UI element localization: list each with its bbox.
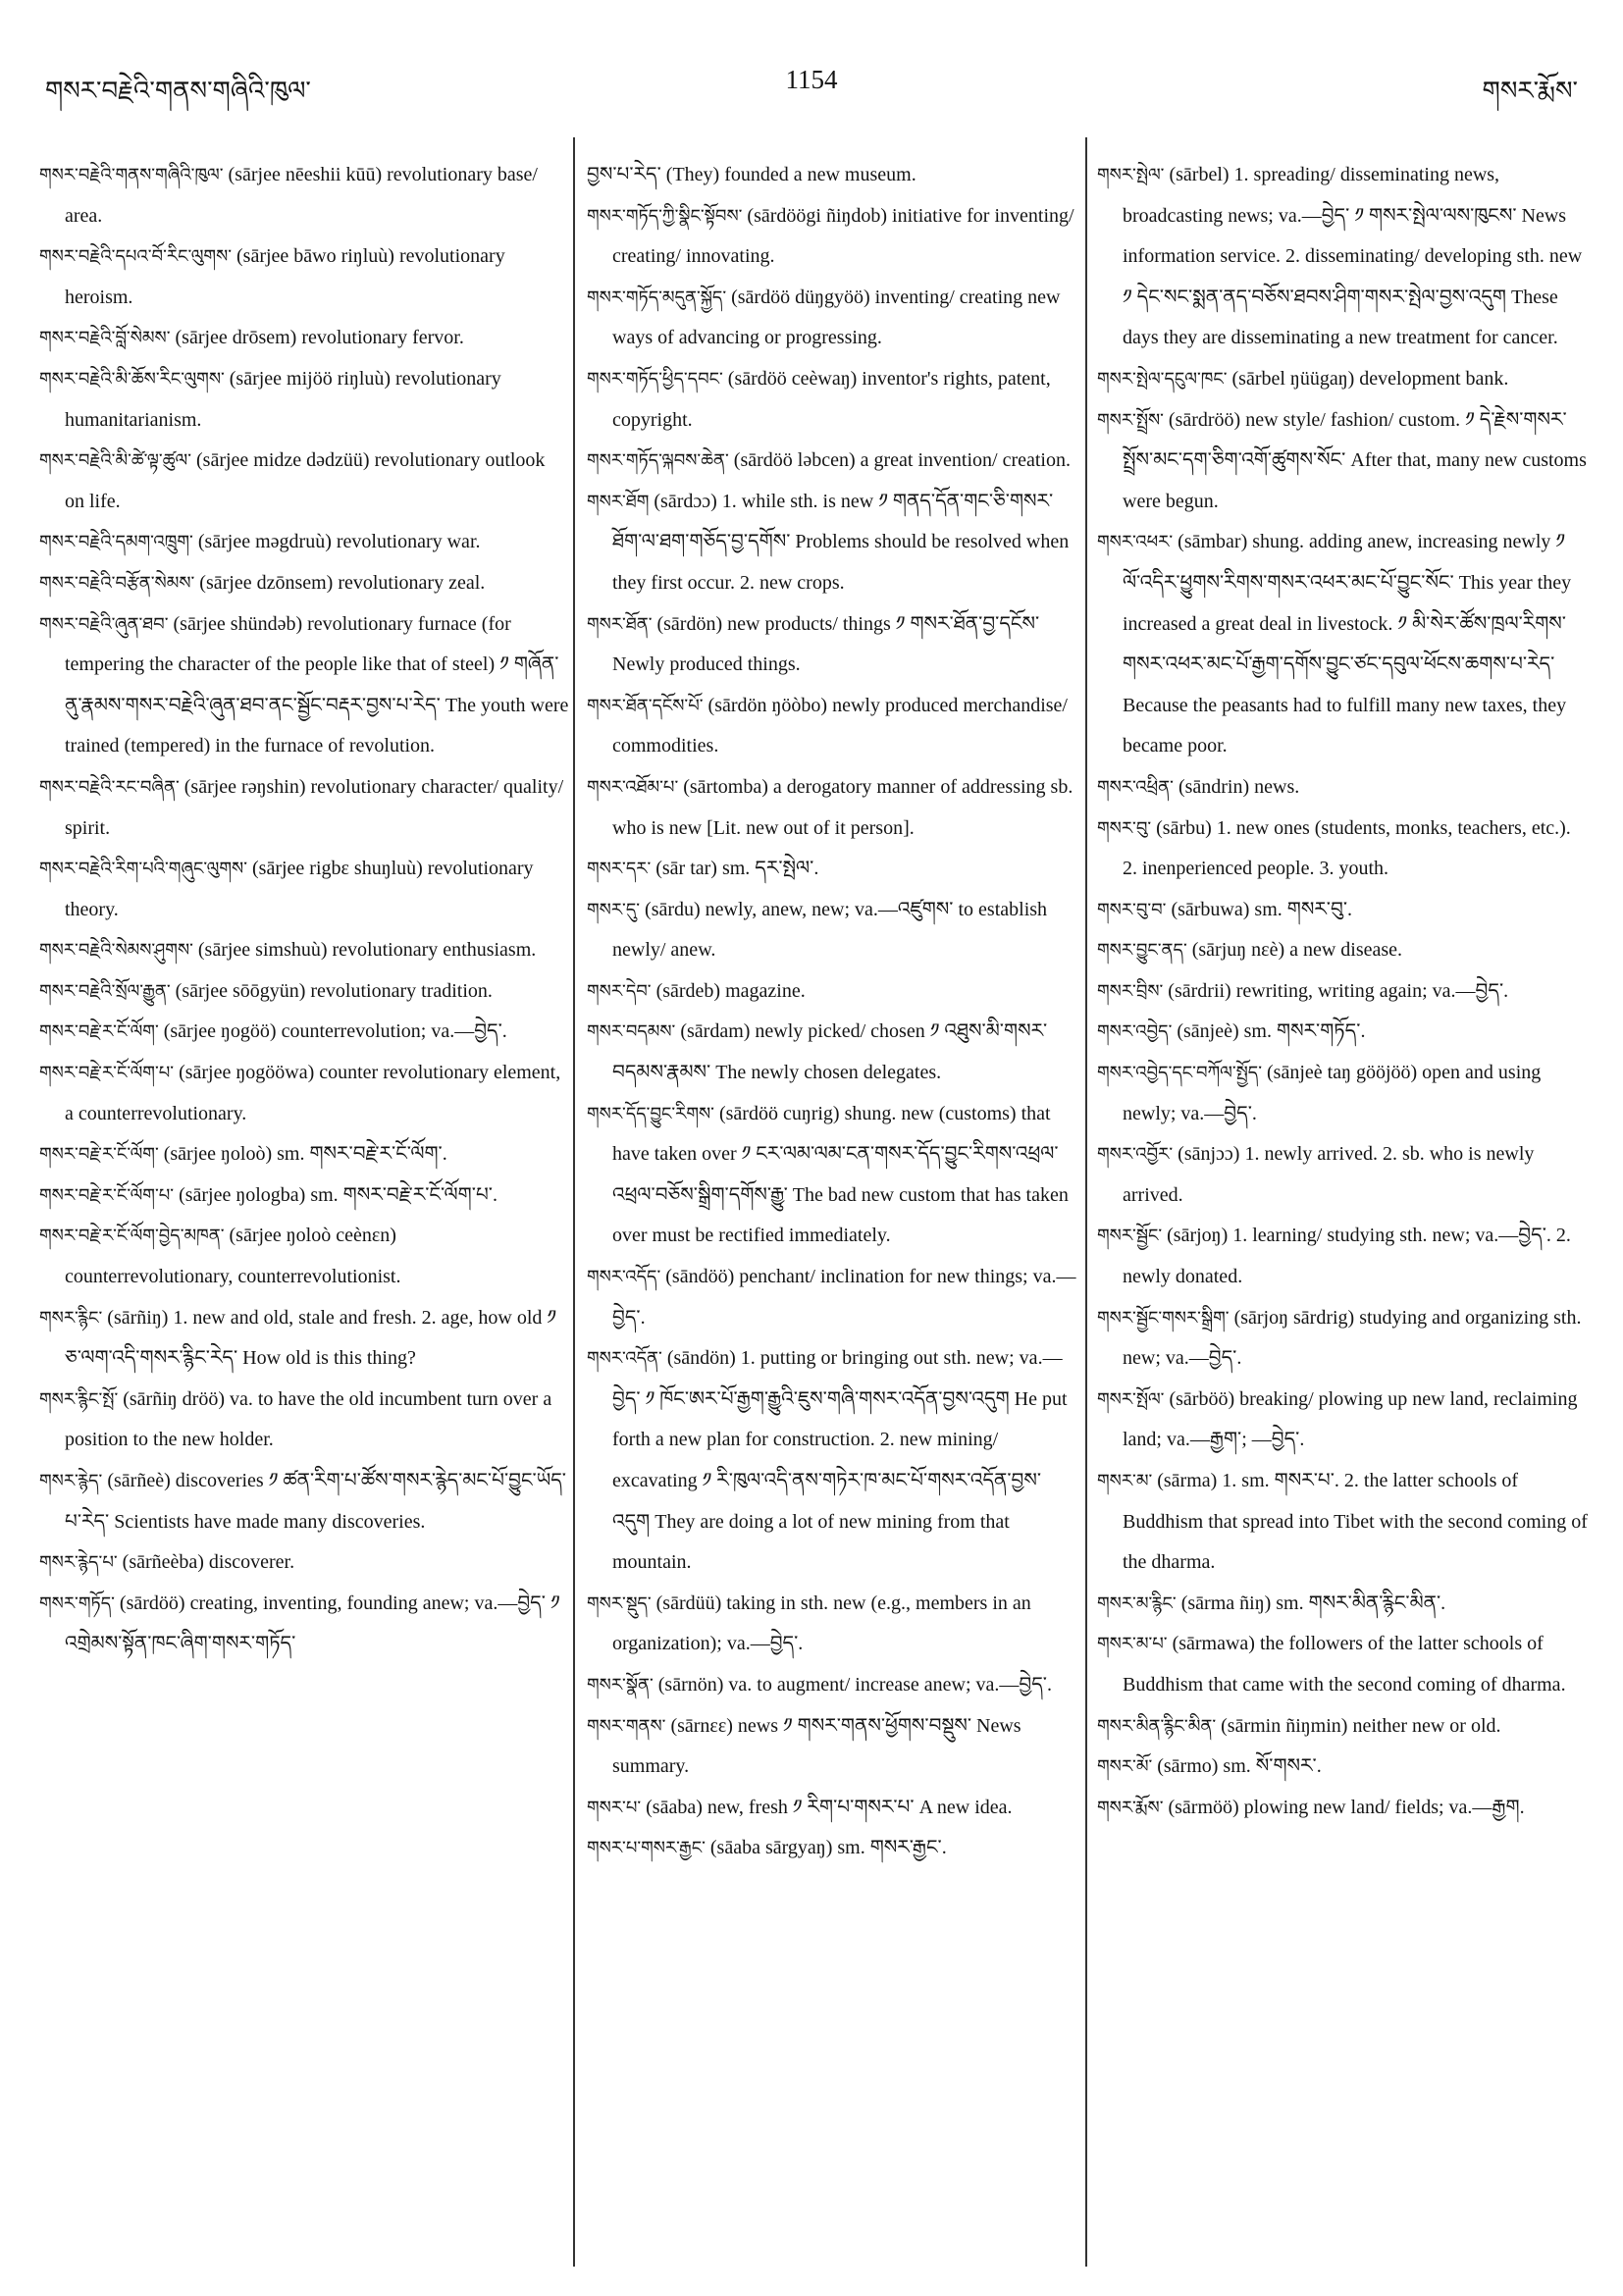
dictionary-entry: [1097, 1012, 1588, 1053]
entry-headword: གསར་པ་གསར་རྒྱང་: [587, 1838, 706, 1859]
entry-headword: གསར་སྦྱོང་: [1097, 1226, 1163, 1247]
dictionary-entry: [1097, 1298, 1588, 1380]
dictionary-entry: [587, 686, 1077, 767]
dictionary-entry: [1097, 359, 1588, 400]
entry-headword: གསར་གནས་: [587, 1715, 666, 1737]
dictionary-entry: [587, 849, 1077, 890]
entry-headword: གསར་བརྗེའི་གནས་གཞིའི་ཁུལ་: [39, 165, 224, 185]
dictionary-entry: [587, 767, 1077, 849]
entry-definition: (sārdam) newly picked/ chosen ༡ འཐུས་མི་གསར་བདམས་རྣམས་ The newly chosen delegates.: [612, 1020, 1048, 1084]
entry-definition: (sārjee məgdruù) revolutionary war.: [197, 531, 481, 553]
entry-definition: (sārböö) breaking/ plowing up new land, reclaiming land; va.—རྒྱག་; —བྱེད་.: [1123, 1387, 1578, 1451]
entry-definition: (sārbel ŋüügaŋ) development bank.: [1231, 367, 1509, 390]
entry-definition: (sārtomba) a derogatory manner of addressing sb. who is new [Lit. new out of it person].: [612, 775, 1073, 839]
dictionary-entry: [1097, 1747, 1588, 1788]
dictionary-entry: [39, 318, 569, 359]
entry-definition: (sārjee shündəb) revolutionary furnace (for tempering the character of the people like that of steel) ༡ གཞོན་ནུ་རྣམས་གསར་བརྗེའི་ཞུན་ཐབ་ནང་སྦྱོང་བརྡར་བྱས་པ་རེད་ The youth were trained (tempered) in the furnace of revolution.: [65, 612, 569, 757]
page-number: 1154: [785, 65, 838, 94]
entry-definition: (sārjee bāwo riŋluù) revolutionary heroism.: [65, 245, 505, 308]
dictionary-entry: [1097, 155, 1588, 359]
entry-headword: གསར་གཏོད་ལྐབས་ཆེན་: [587, 450, 729, 472]
entry-definition: (sāmbar) shung. adding anew, increasing newly ༡ ལོ་འདིར་ཕྱུགས་རིགས་གསར་འཕར་མང་པོ་བྱུང་སོང་ This year they increased a great deal in livestock. ༡ མི་སེར་ཚོས་ཁྲལ་རིགས་གསར་འཕར་མང་པོ་རྒྱག་དགོས་བྱུང་ཙང་དབུལ་ཕོངས་ཆགས་པ་རེད་ Because the peasants had to fulfill many new taxes, they became poor.: [1123, 531, 1572, 757]
entry-definition: (sārmin ñiŋmin) neither new or old.: [1221, 1714, 1501, 1737]
entry-definition: (sārdöö ceèwaŋ) inventor's rights, patent, copyright.: [612, 367, 1051, 431]
entry-headword: གསར་བརྗེའི་རིག་པའི་གཞུང་ལུགས་: [39, 859, 247, 880]
entry-definition: (sārñiŋ) 1. new and old, stale and fresh. 2. age, how old ༡ ཅ་ལག་འདི་གསར་རྙིང་རེད་ How old is this thing?: [65, 1306, 557, 1370]
dictionary-entry: [587, 1584, 1077, 1665]
entry-headword: གསར་ཐོག: [587, 491, 650, 512]
entry-definition: (sārjee sōōgyün) revolutionary tradition.: [175, 979, 493, 1002]
dictionary-entry: [587, 1706, 1077, 1788]
entry-definition: (sārjee dzōnsem) revolutionary zeal.: [199, 571, 486, 594]
entry-headword: གསར་འཕྲིན་: [1097, 776, 1174, 798]
entry-headword: གསར་བརྗེ་ར་ངོ་ལོག་: [39, 1021, 159, 1043]
dictionary-entry: [1097, 1053, 1588, 1134]
entry-headword: གསར་རྙེད་: [39, 1471, 103, 1491]
entry-definition: (sārñiŋ dröö) va. to have the old incumbent turn over a position to the new holder.: [65, 1387, 552, 1451]
entry-headword: གསར་སྤོལ་: [1097, 1388, 1165, 1410]
entry-headword: གསར་སྤྲོས་: [1097, 409, 1164, 431]
entry-headword: གསར་མ་པ་: [1097, 1634, 1168, 1655]
dictionary-entry: [1097, 971, 1588, 1013]
entry-headword: གསར་མོ་: [1097, 1756, 1153, 1778]
entry-headword: གསར་དོད་བྱུང་རིགས་: [587, 1103, 714, 1124]
entry-definition: (sārjuŋ nɛè) a new disease.: [1191, 939, 1403, 962]
entry-headword: གསར་བརྗེ་ར་ངོ་ལོག་: [39, 1144, 159, 1166]
entry-definition: (sārbu) 1. new ones (students, monks, teachers, etc.). 2. inenperienced people. 3. youth.: [1123, 816, 1571, 880]
entry-definition: (sārdu) newly, anew, new; va.—འཛུགས་ to establish newly/ anew.: [612, 898, 1048, 962]
dictionary-entry: [587, 1257, 1077, 1338]
entry-headword: གསར་བརྗེའི་སྲོལ་རྒྱུན་: [39, 980, 171, 1002]
entry-definition: (sāndrin) news.: [1178, 775, 1300, 798]
dictionary-entry: [1097, 1216, 1588, 1297]
dictionary-entry: [39, 1216, 569, 1297]
dictionary-entry: [587, 155, 1077, 196]
entry-headword: གསར་རྨོས་: [1097, 1797, 1164, 1818]
entry-headword: གསར་གཏོད་མདུན་སྐྱོད་: [587, 287, 727, 308]
dictionary-entry: [587, 1094, 1077, 1257]
entry-definition: (sāaba) new, fresh ༡ རིག་པ་གསར་པ་ A new idea.: [646, 1796, 1013, 1818]
entry-definition: (sārdeb) magazine.: [655, 979, 806, 1002]
entry-definition: (sārjee nēeshii kūū) revolutionary base/ area.: [65, 164, 538, 227]
entry-headword: གསར་བྱུང་ནད་: [1097, 940, 1187, 962]
dictionary-entry: [587, 1338, 1077, 1584]
entry-definition: (sārjee simshuù) revolutionary enthusiasm.: [197, 939, 537, 962]
dictionary-entry: [1097, 1380, 1588, 1461]
entry-headword: གསར་རྙིང་: [39, 1307, 103, 1329]
entry-headword: གསར་ཐོན་དངོས་པོ་: [587, 695, 704, 716]
dictionary-entry: [39, 563, 569, 604]
dictionary-entry: [39, 1012, 569, 1053]
entry-headword: གསར་གཏོད་ཀྱི་སྣིང་སྟོབས་: [587, 205, 743, 227]
entry-definition: (sārdöö cuŋrig) shung. new (customs) that have taken over ༡ ངར་ལམ་ལམ་ངན་གསར་དོད་བྱུང་རིགས་འཕྲལ་འཕྲལ་བཅོས་སྒྲིག་དགོས་རྒྱུ་ The bad new custom that has taken over must be rectified immediately.: [612, 1102, 1069, 1247]
entry-headword: གསར་མ་རྙིང་: [1097, 1592, 1177, 1614]
column-2: [587, 155, 1077, 1869]
dictionary-entry: [587, 1665, 1077, 1706]
entry-headword: གསར་བརྗེའི་བརྩོན་སེམས་: [39, 572, 195, 594]
entry-definition: (sārdrii) rewriting, writing again; va.—བྱེད་.: [1168, 979, 1509, 1002]
entry-headword: གསར་བརྗེའི་དཔའ་བོ་རིང་ལུགས་: [39, 246, 233, 268]
entry-headword: གསར་འདོན་: [587, 1348, 662, 1370]
dictionary-entry: [587, 1828, 1077, 1869]
entry-headword: གསར་འདོད་: [587, 1267, 661, 1288]
entry-headword: གསར་མ་: [1097, 1471, 1153, 1491]
entry-headword: གསར་སྤེལ་: [1097, 165, 1165, 185]
entry-definition: (sārdöö) creating, inventing, founding anew; va.—བྱེད་ ༡ འགྲེམས་སྟོན་ཁང་ཞིག་གསར་གཏོད་: [65, 1592, 560, 1655]
entry-definition: (sānjeè taŋ gööjöö) open and using newly; va.—བྱེད་.: [1123, 1062, 1542, 1124]
entry-headword: གསར་འབྱོར་: [1097, 1144, 1174, 1166]
entry-definition: (sārdüü) taking in sth. new (e.g., members in an organization); va.—བྱེད་.: [612, 1592, 1031, 1655]
entry-definition: (sārma ñiŋ) sm. གསར་མིན་རྙིང་མིན་.: [1180, 1592, 1446, 1614]
entry-headword: གསར་བུ་བ་: [1097, 899, 1167, 920]
entry-headword: གསར་དེབ་: [587, 980, 652, 1002]
dictionary-entry: [39, 1175, 569, 1217]
entry-definition: (sārdön) new products/ things ༡ གསར་ཐོན་བྱ་དངོས་ Newly produced things.: [612, 612, 1040, 676]
entry-headword: གསར་བརྗེའི་རང་བཞིན་: [39, 776, 180, 798]
entry-definition: (sārmo) sm. སོ་གསར་.: [1157, 1755, 1322, 1778]
entry-definition: (sānjeè) sm. གསར་གཏོད་.: [1177, 1020, 1366, 1043]
dictionary-entry: [587, 604, 1077, 686]
entry-definition: (sānjɔɔ) 1. newly arrived. 2. sb. who is newly arrived.: [1123, 1143, 1535, 1206]
dictionary-entry: [39, 767, 569, 849]
entry-definition: (sārdöö düŋgyöö) inventing/ creating new ways of advancing or progressing.: [612, 286, 1061, 349]
running-head-right: གསར་རྨོས་: [1482, 77, 1578, 106]
dictionary-entry: [39, 604, 569, 767]
column-divider: [573, 137, 575, 2267]
entry-definition: (sārmöö) plowing new land/ fields; va.—རྒྱག.: [1168, 1796, 1525, 1818]
dictionary-entry: [1097, 1706, 1588, 1748]
entry-definition: (sārjee rigbɛ shuŋluù) revolutionary theory.: [65, 858, 534, 920]
dictionary-entry: [1097, 1624, 1588, 1705]
entry-headword: གསར་བརྗེའི་ཞུན་ཐབ་: [39, 613, 169, 635]
entry-headword: གསར་རྙེད་པ་: [39, 1552, 118, 1574]
entry-definition: (sārjee ŋoloò ceènɛn) counterrevolutionary, counterrevolutionist.: [65, 1225, 401, 1288]
dictionary-entry: [1097, 400, 1588, 523]
entry-definition: (sārnön) va. to augment/ increase anew; va.—བྱེད་.: [657, 1673, 1053, 1696]
entry-headword: གསར་མིན་རྙིང་མིན་: [1097, 1715, 1217, 1737]
entry-definition: (sār tar) sm. དར་སྤེལ་.: [655, 858, 819, 880]
dictionary-entry: [1097, 1584, 1588, 1625]
entry-definition: (sārjee rəŋshin) revolutionary character/ quality/ spirit.: [65, 775, 564, 839]
running-head-left: གསར་བརྗེའི་གནས་གཞིའི་ཁུལ་: [45, 77, 311, 106]
entry-headword: གསར་བརྗེའི་བློ་སེམས་: [39, 328, 171, 349]
dictionary-entry: [39, 1134, 569, 1175]
dictionary-entry: [587, 359, 1077, 441]
entry-headword: གསར་སྦྱོང་གསར་སྒྲིག་: [1097, 1307, 1230, 1329]
entry-headword: གསར་བརྗེ་ར་ངོ་ལོག་བྱེད་མཁན་: [39, 1226, 225, 1247]
entry-headword: གསར་བདམས་: [587, 1021, 676, 1043]
entry-headword: གསར་དར་: [587, 859, 652, 880]
dictionary-entry: [587, 971, 1077, 1013]
dictionary-entry: [39, 522, 569, 563]
dictionary-entry: [1097, 930, 1588, 971]
column-1: [39, 155, 569, 1665]
dictionary-entry: [1097, 1134, 1588, 1216]
dictionary-entry: [39, 930, 569, 971]
dictionary-entry: [1097, 1788, 1588, 1829]
entry-headword: གསར་བྲིས་: [1097, 980, 1164, 1002]
entry-headword: གསར་འབྱེད་དང་བཀོལ་སྤྱོད་: [1097, 1063, 1262, 1084]
dictionary-entry: [587, 441, 1077, 482]
entry-headword: གསར་སྤེལ་དངུལ་ཁང་: [1097, 368, 1228, 390]
dictionary-entry: [587, 1788, 1077, 1829]
entry-headword: གསར་བརྗེ་ར་ངོ་ལོག་པ་: [39, 1184, 175, 1206]
entry-definition: (sāndöö) penchant/ inclination for new things; va.—བྱེད་.: [612, 1266, 1076, 1329]
dictionary-entry: [587, 196, 1077, 278]
entry-headword: གསར་བུ་: [1097, 817, 1152, 839]
entry-headword: གསར་བརྗེའི་སེམས་ཤུགས་: [39, 940, 193, 962]
entry-headword: གསར་གཏོད་: [39, 1592, 115, 1614]
dictionary-entry: [39, 441, 569, 522]
entry-definition: (sārjee ŋogööwa) counter revolutionary element, a counterrevolutionary.: [65, 1062, 561, 1124]
entry-headword: གསར་རྙིང་སྤོ་: [39, 1388, 119, 1410]
entry-definition: (sārjee ŋogöö) counterrevolution; va.—བྱེད་.: [163, 1020, 507, 1043]
entry-headword: གསར་དུ་: [587, 899, 641, 920]
entry-definition: (sārñeè) discoveries ༡ ཚན་རིག་པ་ཚོས་གསར་རྙེད་མང་པོ་བྱུང་ཡོད་པ་རེད་ Scientists have made many discoveries.: [65, 1470, 566, 1533]
entry-definition: (sārnɛɛ) news ༡ གསར་གནས་ཕྱོགས་བསྡུས་ News summary.: [612, 1714, 1021, 1778]
dictionary-entry: [587, 1012, 1077, 1093]
dictionary-entry: [587, 482, 1077, 604]
entry-definition: (sārdön ŋöòbo) newly produced merchandise/ commodities.: [612, 694, 1068, 757]
entry-headword: གསར་པ་: [587, 1797, 642, 1818]
dictionary-entry: [39, 359, 569, 441]
entry-headword: གསར་སྡུད་: [587, 1592, 652, 1614]
dictionary-entry: [587, 890, 1077, 971]
entry-headword: གསར་འཕར་: [1097, 532, 1174, 553]
dictionary-entry: [39, 1380, 569, 1461]
dictionary-entry: [39, 849, 569, 930]
entry-headword: གསར་འབྱེད་: [1097, 1021, 1173, 1043]
entry-headword: གསར་གཏོད་ཕྱིད་དབང་: [587, 368, 723, 390]
entry-definition: (sārbel) 1. spreading/ disseminating news, broadcasting news; va.—བྱེད་ ༡ གསར་སྤེལ་ལས་ཁུངས་ News information service. 2. disseminating/ developing sth. new ༡ དེང་སང་སྨན་ནད་བཅོས་ཐབས་ཤིག་གསར་སྤེལ་བྱས་འདུག These days they are disseminating a new treatment for cancer.: [1123, 164, 1583, 349]
dictionary-entry: [39, 1542, 569, 1584]
entry-definition: (sāaba sārgyaŋ) sm. གསར་རྒྱང་.: [709, 1837, 947, 1859]
entry-definition: (sārjee midze dədzüü) revolutionary outlook on life.: [65, 449, 546, 512]
dictionary-entry: [1097, 809, 1588, 890]
dictionary-entry: [39, 971, 569, 1013]
entry-definition: (sārmawa) the followers of the latter schools of Buddhism that came with the second coming of dharma.: [1123, 1633, 1566, 1696]
entry-definition: (sārbuwa) sm. གསར་བུ་.: [1171, 898, 1353, 920]
entry-headword: གསར་འཐོམ་པ་: [587, 776, 679, 798]
entry-definition: བྱས་པ་རེད་ (They) founded a new museum.: [587, 164, 916, 185]
column-divider: [1085, 137, 1087, 2267]
dictionary-entry: [39, 1584, 569, 1665]
dictionary-entry: [39, 155, 569, 236]
entry-headword: གསར་བརྗེའི་མི་ཚེ་ལྟ་ཚུལ་: [39, 450, 191, 472]
entry-definition: (sārjee mijöö riŋluù) revolutionary humanitarianism.: [65, 367, 501, 431]
entry-definition: (sārjee drōsem) revolutionary fervor.: [175, 327, 464, 349]
entry-definition: (sārjee ŋologba) sm. གསར་བརྗེ་ར་ངོ་ལོག་པ་.: [179, 1183, 497, 1206]
entry-headword: གསར་བརྗེའི་དམག་འཁྲུག་: [39, 532, 193, 553]
dictionary-entry: [1097, 890, 1588, 931]
dictionary-entry: [39, 1053, 569, 1134]
dictionary-entry: [1097, 522, 1588, 767]
entry-definition: (sārdöö ləbcen) a great invention/ creation.: [733, 449, 1071, 472]
dictionary-entry: [39, 236, 569, 318]
entry-definition: (sārma) 1. sm. གསར་པ་. 2. the latter schools of Buddhism that spread into Tibet with the second coming of the dharma.: [1123, 1470, 1588, 1574]
entry-headword: གསར་སྣོན་: [587, 1674, 654, 1696]
entry-definition: (sārjee ŋoloò) sm. གསར་བརྗེ་ར་ངོ་ལོག་.: [163, 1143, 447, 1166]
column-3: [1097, 155, 1588, 1828]
entry-definition: (sārdɔɔ) 1. while sth. is new ༡ གནད་དོན་གང་ཅི་གསར་ཐོག་ལ་ཐག་གཅོད་བྱ་དགོས་ Problems should be resolved when they first occur. 2. new crops.: [612, 490, 1070, 594]
entry-definition: (sāndön) 1. putting or bringing out sth. new; va.—བྱེད་ ༡ ཁོང་ཨར་པོ་རྒྱག་རྒྱུའི་ཇུས་གཞི་གསར་འདོན་བྱས་འདུག He put forth a new plan for construction. 2. new mining/ excavating ༡ རི་ཁུལ་འདི་ནས་གཏེར་ཁ་མང་པོ་གསར་འདོན་བྱས་འདུག They are doing a lot of new mining from that mountain.: [612, 1347, 1068, 1574]
dictionary-entry: [1097, 767, 1588, 809]
dictionary-entry: [1097, 1461, 1588, 1584]
dictionary-entry: [39, 1461, 569, 1542]
dictionary-entry: [39, 1298, 569, 1380]
entry-headword: གསར་ཐོན་: [587, 613, 653, 635]
entry-definition: (sārdröö) new style/ fashion/ custom. ༡ དེ་རྗེས་གསར་སྤྲོས་མང་དག་ཅིག་འགོ་ཚུགས་སོང་ After that, many new customs were begun.: [1123, 408, 1587, 512]
entry-headword: གསར་བརྗེ་ར་ངོ་ལོག་པ་: [39, 1063, 175, 1084]
entry-definition: (sārjoŋ sārdrig) studying and organizing sth. new; va.—བྱེད་.: [1123, 1306, 1582, 1370]
dictionary-entry: [587, 278, 1077, 359]
entry-definition: (sārjoŋ) 1. learning/ studying sth. new; va.—བྱེད་. 2. newly donated.: [1123, 1225, 1571, 1288]
entry-headword: གསར་བརྗེའི་མི་ཆོས་རིང་ལུགས་: [39, 368, 225, 390]
entry-definition: (sārdöögi ñiŋdob) initiative for inventing/ creating/ innovating.: [612, 204, 1074, 268]
entry-definition: (sārñeèba) discoverer.: [122, 1551, 295, 1574]
